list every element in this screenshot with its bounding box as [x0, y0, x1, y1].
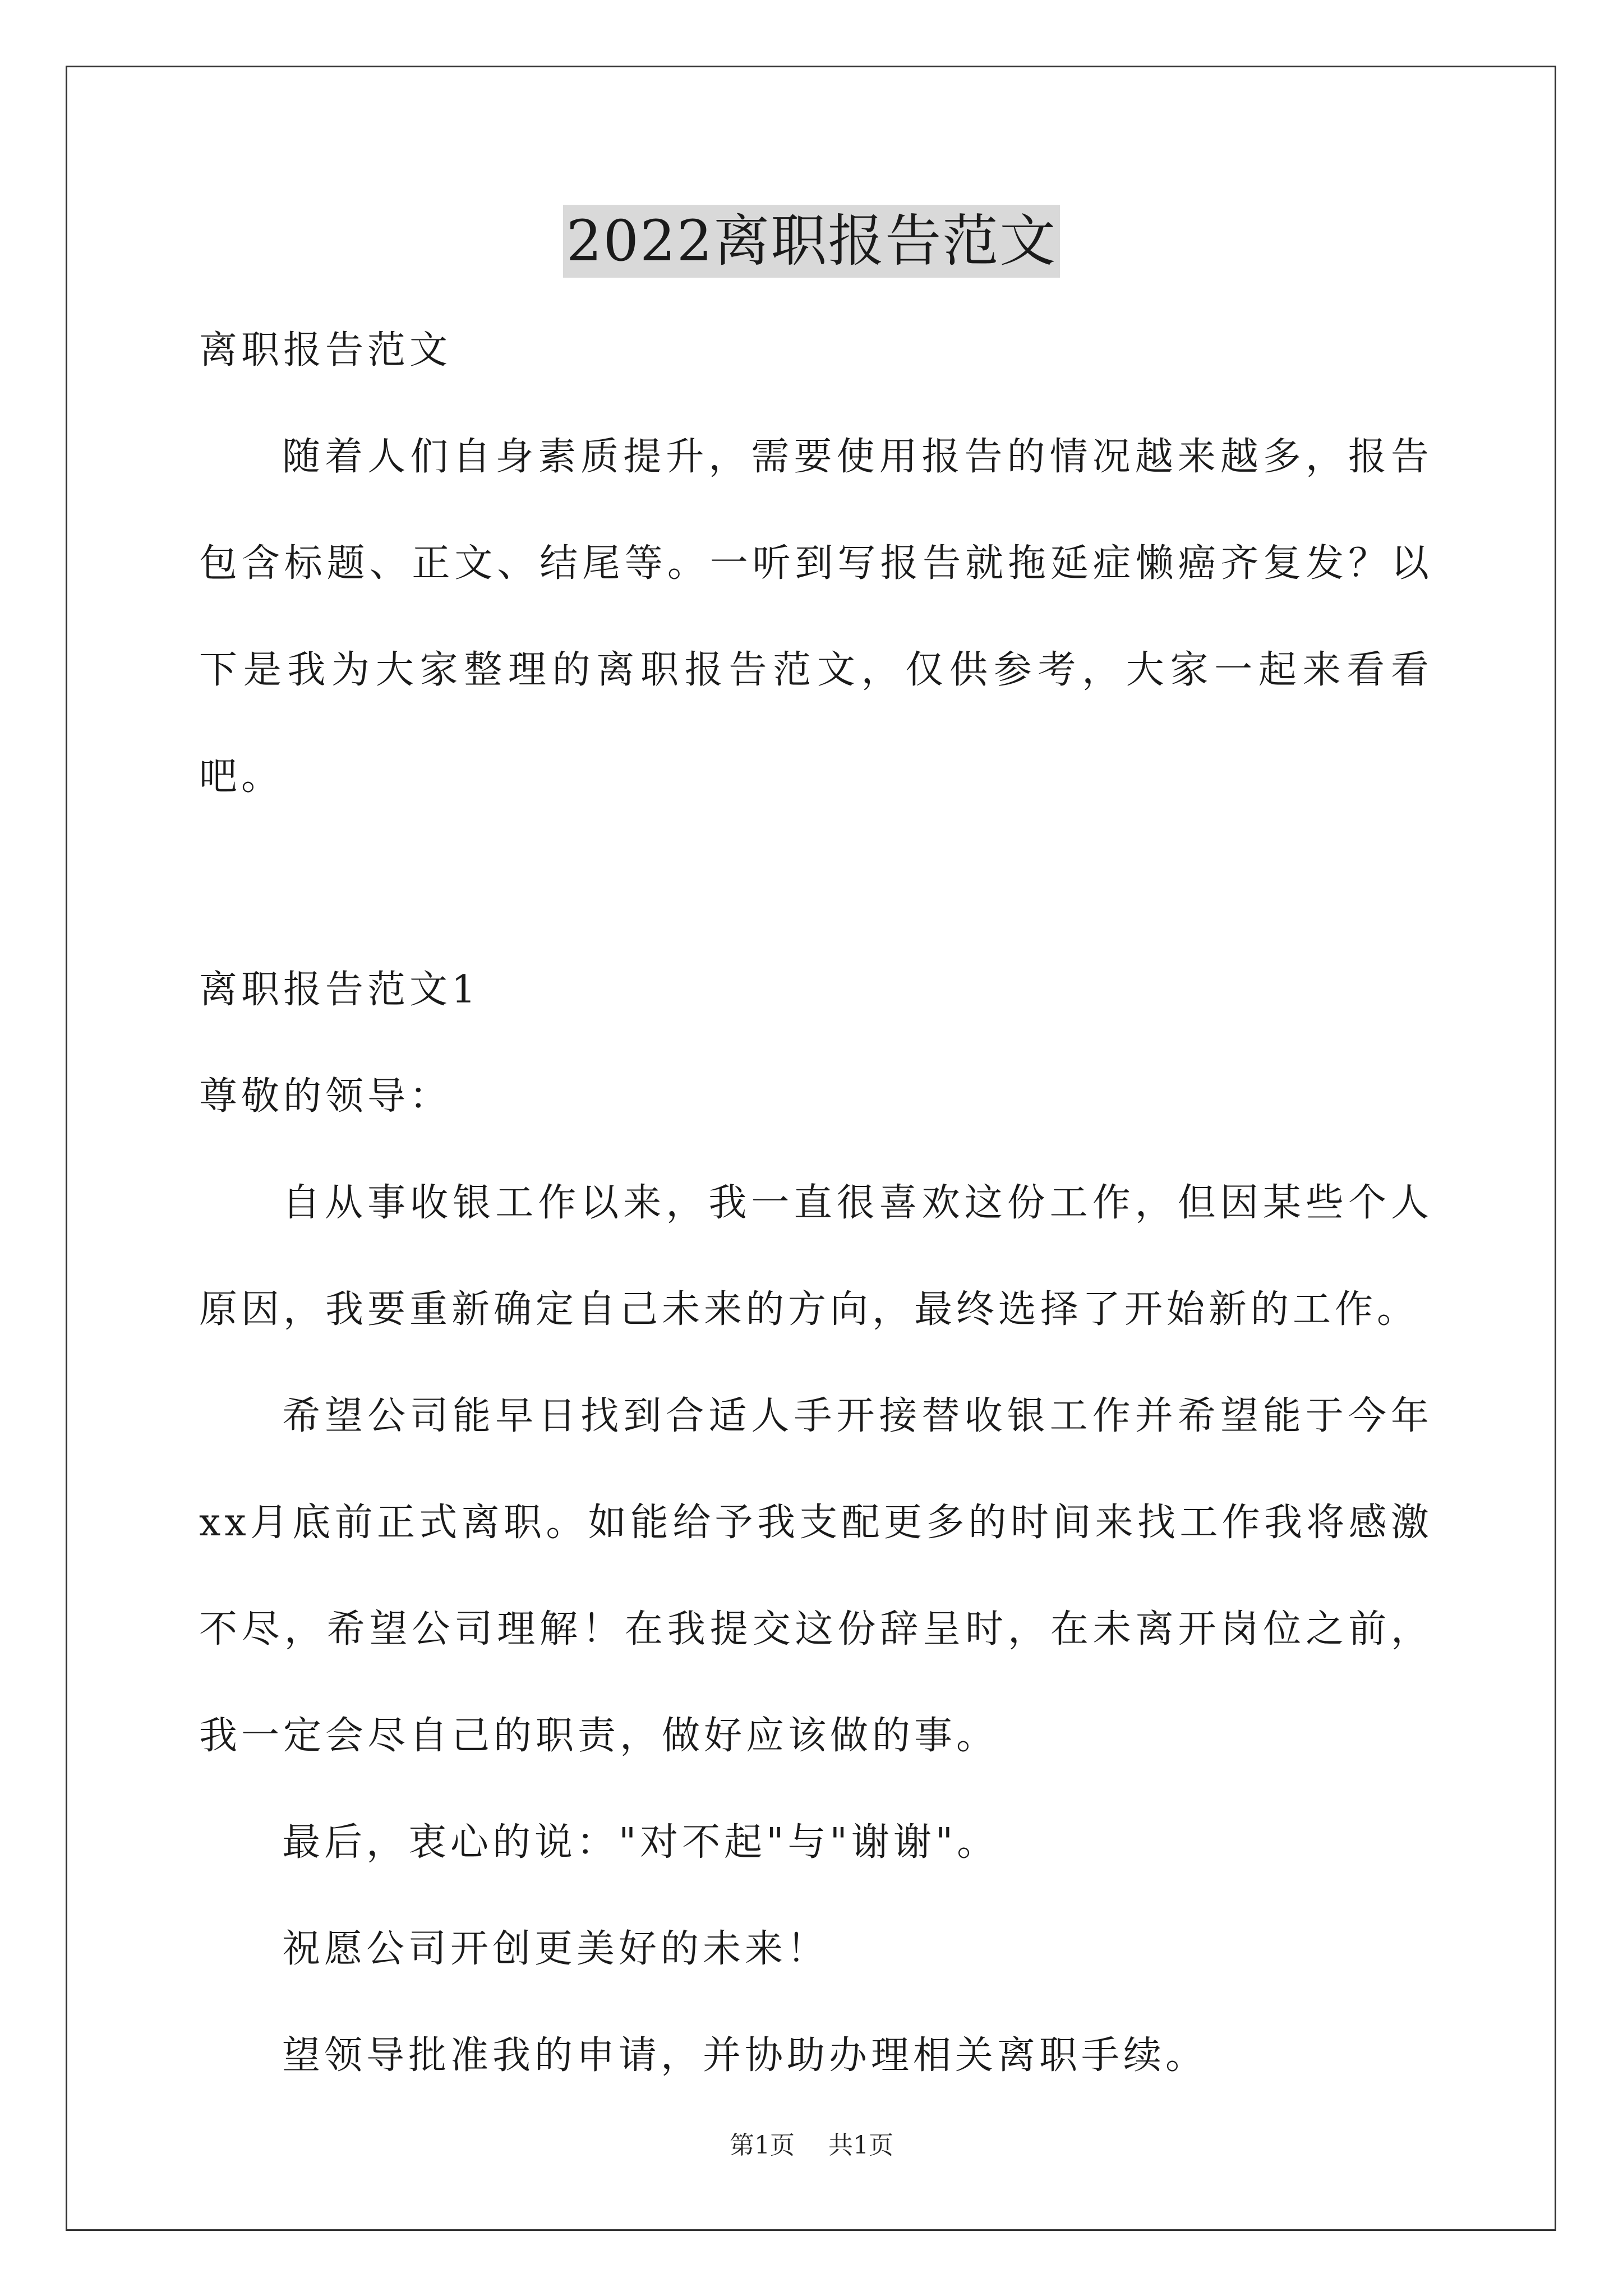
paragraph-spacer: [199, 830, 1433, 937]
salutation: 尊敬的领导：: [199, 1074, 452, 1119]
body-paragraph: 最后，衷心的说："对不起"与"谢谢"。: [282, 1820, 999, 1865]
document-title: 2022离职报告范文: [563, 205, 1061, 278]
document-body: [199, 297, 1433, 2109]
page-total: 共1页: [828, 2131, 893, 2160]
intro-paragraph: 随着人们自身素质提升，需要使用报告的情况越来越多，报告包含标题、正文、结尾等。一听到写报告就拖延症懒癌齐复发？以下是我为大家整理的离职报告范文，仅供参考，大家一起来看看吧。: [199, 435, 1433, 799]
section-heading: 离职报告范文: [199, 328, 452, 372]
section-heading: 离职报告范文1: [199, 968, 480, 1012]
body-paragraph: 祝愿公司开创更美好的未来！: [282, 1927, 829, 1971]
title-container: [0, 205, 1623, 278]
page-number: 第1页: [730, 2131, 795, 2160]
page-footer: [0, 2129, 1623, 2162]
body-paragraph: 希望公司能早日找到合适人手开接替收银工作并希望能于今年xx月底前正式离职。如能给予我支配更多的时间来找工作我将感激不尽，希望公司理解！在我提交这份辞呈时，在未离开岗位之前，我一定会尽自己的职责，做好应该做的事。: [199, 1394, 1433, 1758]
body-paragraph: 自从事收银工作以来，我一直很喜欢这份工作，但因某些个人原因，我要重新确定自己未来的方向，最终选择了开始新的工作。: [199, 1181, 1433, 1332]
body-paragraph: 望领导批准我的申请，并协助办理相关离职手续。: [282, 2033, 1208, 2078]
